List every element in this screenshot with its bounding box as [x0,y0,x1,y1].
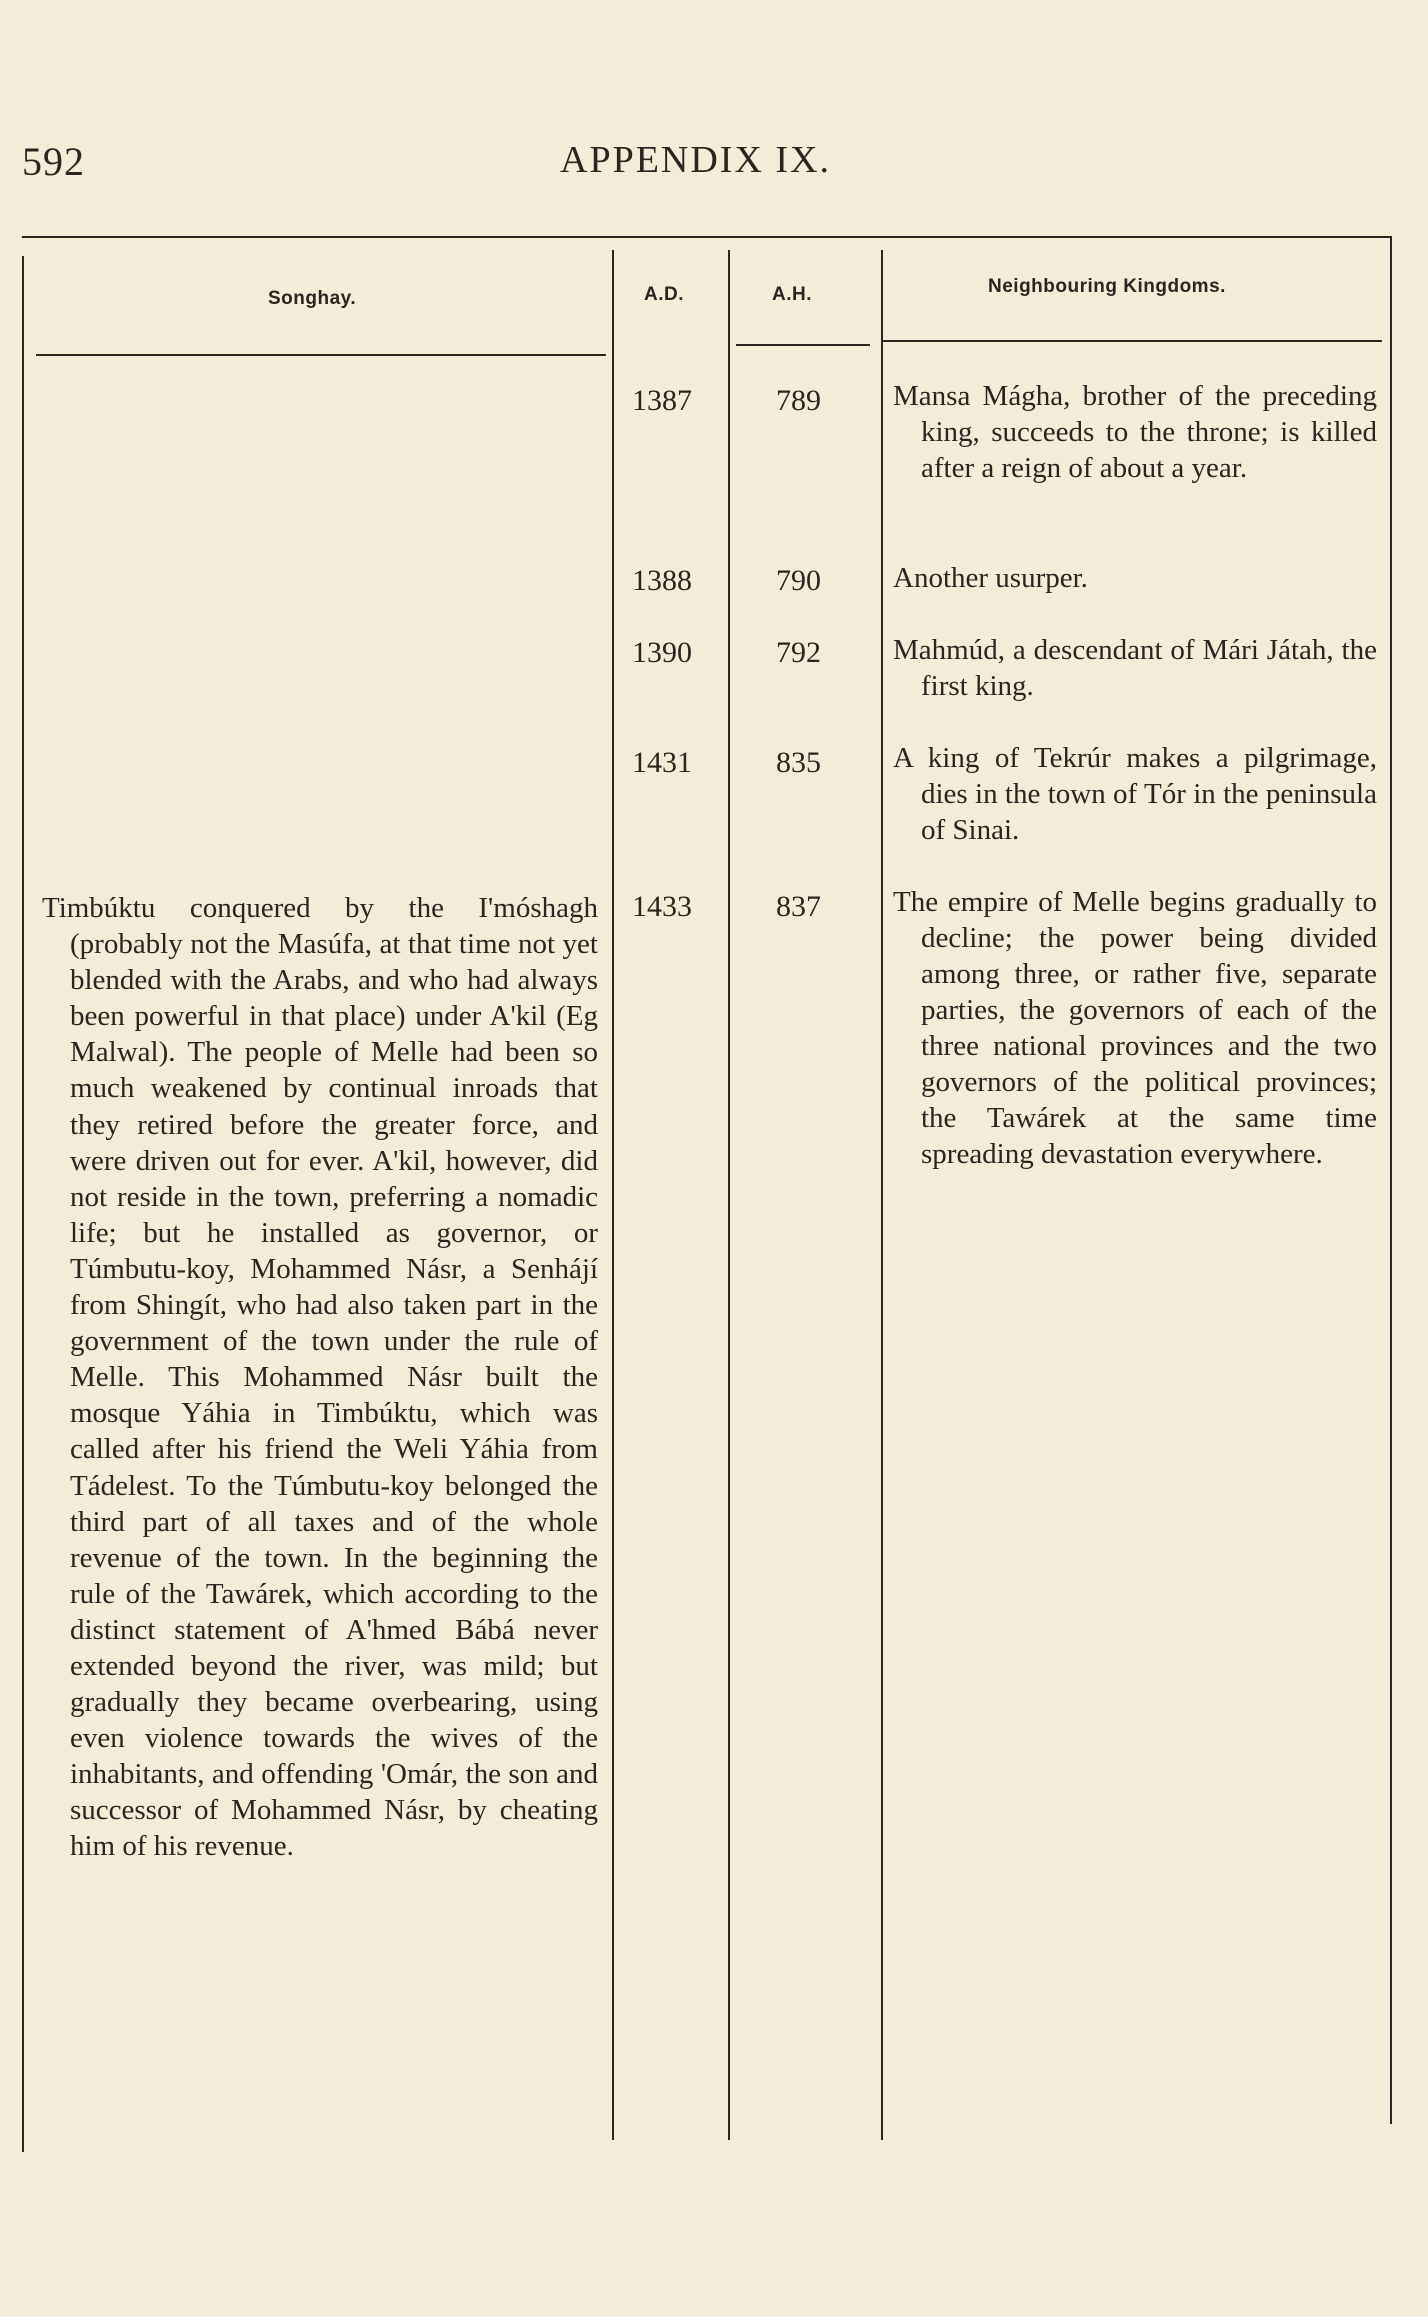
table-top-rule [22,236,1392,238]
page-title: APPENDIX IX. [560,139,831,181]
ad-ah-header-rule [736,344,870,346]
year-ad: 1431 [632,746,692,779]
year-ad: 1433 [632,890,692,923]
page-number: 592 [22,139,85,184]
neighbouring-entry: Another usurper. [893,562,1088,594]
songhay-header-rule [36,354,606,356]
neighbouring-entry: A king of Tekrúr makes a pilgrimage, dies in the town of Tór in the peninsula of Sinai. [893,742,1377,846]
year-ah: 789 [776,384,821,417]
year-ad: 1388 [632,564,692,597]
year-ad: 1390 [632,636,692,669]
table-left-border [22,256,24,2152]
songhay-entry: Timbúktu conquered by the I'móshagh (probably not the Masúfa, at that time not yet blended with the Arabs, and who had always been powerful in that place) under A'kil (Eg Malwal). The people of Melle had been so much weakened by continual inroads that they retired before the greater force, and were driven out for ever. A'kil, however, did not reside in the town, preferring a nomadic life; but he installed as governor, or Túmbutu-koy, Mohammed Násr, a Senhájí from Shingít, who had also taken part in the government of the town under the rule of Melle. This Mohammed Násr built the mosque Yáhia in Timbúktu, which was called after his friend the Weli Yáhia from Tádelest. To the Túmbutu-koy belonged the third part of all taxes and of the whole revenue of the town. In the beginning the rule of the Tawárek, which according to the distinct statement of A'hmed Bábá never extended beyond the river, was mild; but gradually they became overbearing, using even violence towards the wives of the inhabitants, and offending 'Omár, the son and successor of Mohammed Násr, by cheating him of his revenue. [42,892,598,1863]
songhay-ad-divider [612,250,614,2140]
year-ad: 1387 [632,384,692,417]
column-header-ad: A.D. [644,284,684,305]
column-header-songhay: Songhay. [268,288,357,309]
ad-ah-divider [728,250,730,2140]
neighbouring-entry: Mansa Mágha, brother of the preceding king, succeeds to the throne; is killed after a reign of about a year. [893,380,1377,484]
neighbouring-entry: Mahmúd, a descendant of Mári Játah, the first king. [893,634,1377,702]
year-ah: 790 [776,564,821,597]
neighbouring-entry: The empire of Melle begins gradually to decline; the power being divided among three, or rather five, separate parties, the governors of each of the three national provinces and the two governors of the political provinces; the Tawárek at the same time spreading devastation everywhere. [893,886,1377,1170]
year-ah: 835 [776,746,821,779]
column-header-neighbouring: Neighbouring Kingdoms. [988,276,1226,297]
table-right-border [1390,236,1392,2124]
year-ah: 837 [776,890,821,923]
neighbouring-header-rule [882,340,1382,342]
year-ah: 792 [776,636,821,669]
ah-neighbouring-divider [881,250,883,2140]
column-header-ah: A.H. [772,284,812,305]
